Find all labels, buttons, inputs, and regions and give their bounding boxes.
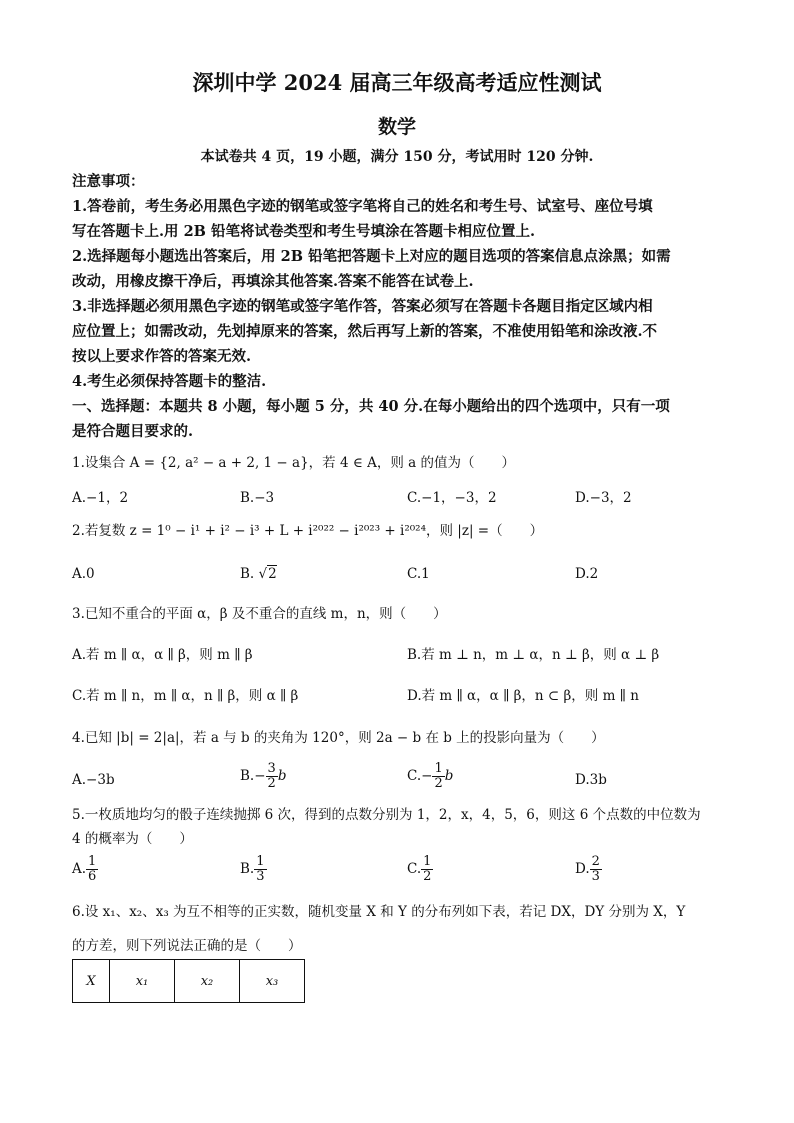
option-label: D. xyxy=(575,861,590,877)
vector-b: b xyxy=(444,768,454,784)
notice-item-3-line-2: 应位置上；如需改动，先划掉原来的答案，然后再写上新的答案，不准使用铅笔和涂改液.不 xyxy=(72,323,658,340)
vector-b: b xyxy=(277,768,287,784)
question-3-option-c: C.若 m ∥ n，m ∥ α，n ∥ β，则 α ∥ β xyxy=(72,688,299,704)
exam-title: 深圳中学 2024 届高三年级高考适应性测试 xyxy=(192,70,602,95)
question-5-option-a xyxy=(72,855,98,884)
question-5-option-d xyxy=(575,855,602,884)
question-4-option-b xyxy=(240,762,286,791)
exam-info: 本试卷共 4 页，19 小题，满分 150 分，考试用时 120 分钟. xyxy=(200,149,594,165)
question-2-option-a: A.0 xyxy=(72,566,95,582)
denominator: 2 xyxy=(434,776,443,791)
numerator: 1 xyxy=(434,761,443,776)
question-5-stem-line-1: 5.一枚质地均匀的骰子连续抛掷 6 次，得到的点数分别为 1，2，x，4，5，6，则这 6 个点数的中位数为 xyxy=(72,807,701,823)
numerator: 1 xyxy=(423,854,432,869)
question-5-option-c xyxy=(407,855,433,884)
numerator: 3 xyxy=(267,761,276,776)
denominator: 2 xyxy=(267,776,276,791)
section-1-heading-line-1: 一、选择题：本题共 8 小题，每小题 5 分，共 40 分.在每小题给出的四个选项中，只有一项 xyxy=(72,398,670,415)
fraction xyxy=(432,762,444,791)
question-3-option-b: B.若 m ⊥ n，m ⊥ α，n ⊥ β，则 α ⊥ β xyxy=(407,647,660,663)
notice-item-1-line-1: 1.答卷前，考生务必用黑色字迹的钢笔或签字笔将自己的姓名和考生号、试室号、座位号填 xyxy=(72,198,653,215)
question-3-stem: 3.已知不重合的平面 α，β 及不重合的直线 m，n，则（ ） xyxy=(72,606,447,622)
table-cell: x₂ xyxy=(175,960,240,1003)
fraction xyxy=(590,855,602,884)
question-1-option-b: B.−3 xyxy=(240,490,275,506)
sqrt-argument: 2 xyxy=(268,566,277,582)
table-cell: x₃ xyxy=(240,960,305,1003)
subject-title: 数学 xyxy=(377,116,416,138)
option-label: B. xyxy=(240,861,255,877)
table-cell: x₁ xyxy=(110,960,175,1003)
fraction xyxy=(266,762,278,791)
question-3-option-a: A.若 m ∥ α，α ∥ β，则 m ∥ β xyxy=(72,647,253,663)
question-4-option-c xyxy=(407,762,453,791)
section-1-heading-line-2: 是符合题目要求的. xyxy=(72,423,194,440)
question-1-option-a: A.−1，2 xyxy=(72,490,129,506)
table-row xyxy=(73,960,305,1003)
fraction xyxy=(86,855,98,884)
question-1-option-c: C.−1，−3，2 xyxy=(407,490,497,506)
question-1-option-d: D.−3，2 xyxy=(575,490,632,506)
question-5-option-b xyxy=(240,855,267,884)
question-2-option-b-label: B. xyxy=(240,566,255,582)
denominator: 6 xyxy=(88,869,97,884)
notice-item-3-line-1: 3.非选择题必须用黑色字迹的钢笔或签字笔作答，答案必须写在答题卡各题目指定区域内相 xyxy=(72,298,653,315)
notice-item-1-line-2: 写在答题卡上.用 2B 铅笔将试卷类型和考生号填涂在答题卡相应位置上. xyxy=(72,223,536,240)
sqrt-sign: √ xyxy=(258,566,268,582)
notice-item-4: 4.考生必须保持答题卡的整洁. xyxy=(72,373,267,390)
question-2-option-b xyxy=(240,564,277,584)
denominator: 3 xyxy=(256,869,265,884)
option-label: A. xyxy=(72,861,87,877)
numerator: 1 xyxy=(88,854,97,869)
numerator: 2 xyxy=(591,854,600,869)
question-2-option-d: D.2 xyxy=(575,566,599,582)
option-label: C. xyxy=(407,861,422,877)
distribution-table xyxy=(72,959,305,1003)
question-2-option-c: C.1 xyxy=(407,566,430,582)
question-6-stem-line-1: 6.设 x₁、x₂、x₃ 为互不相等的正实数，随机变量 X 和 Y 的分布列如下表，若记 DX，DY 分别为 X，Y xyxy=(72,904,686,920)
notice-item-2-line-2: 改动，用橡皮擦干净后，再填涂其他答案.答案不能答在试卷上. xyxy=(72,273,474,290)
question-4-option-a: A.−3b xyxy=(72,772,115,788)
notice-item-2-line-1: 2.选择题每小题选出答案后，用 2B 铅笔把答题卡上对应的题目选项的答案信息点涂黑；如需 xyxy=(72,248,671,265)
fraction xyxy=(254,855,266,884)
numerator: 1 xyxy=(256,854,265,869)
question-2-stem: 2.若复数 z = 1⁰ − i¹ + i² − i³ + L + i²⁰²² − i²⁰²³ + i²⁰²⁴，则 |z| =（ ） xyxy=(72,523,544,539)
question-4-option-d: D.3b xyxy=(575,772,607,788)
question-4-option-b-prefix: B.− xyxy=(240,768,266,784)
fraction xyxy=(421,855,433,884)
question-5-stem-line-2: 4 的概率为（ ） xyxy=(72,831,193,847)
question-1-stem: 1.设集合 A = {2, a² − a + 2, 1 − a}，若 4 ∈ A，则 a 的值为（ ） xyxy=(72,455,516,471)
notice-heading: 注意事项： xyxy=(72,173,145,190)
question-4-stem: 4.已知 |b| = 2|a|，若 a 与 b 的夹角为 120°，则 2a − b 在 b 上的投影向量为（ ） xyxy=(72,730,605,746)
denominator: 2 xyxy=(423,869,432,884)
notice-item-3-line-3: 按以上要求作答的答案无效. xyxy=(72,348,252,365)
table-cell: X xyxy=(73,960,110,1003)
question-3-option-d: D.若 m ∥ α，α ∥ β，n ⊂ β，则 m ∥ n xyxy=(407,688,639,704)
denominator: 3 xyxy=(591,869,600,884)
question-4-option-c-prefix: C.− xyxy=(407,768,433,784)
question-6-stem-line-2: 的方差，则下列说法正确的是（ ） xyxy=(72,938,302,954)
